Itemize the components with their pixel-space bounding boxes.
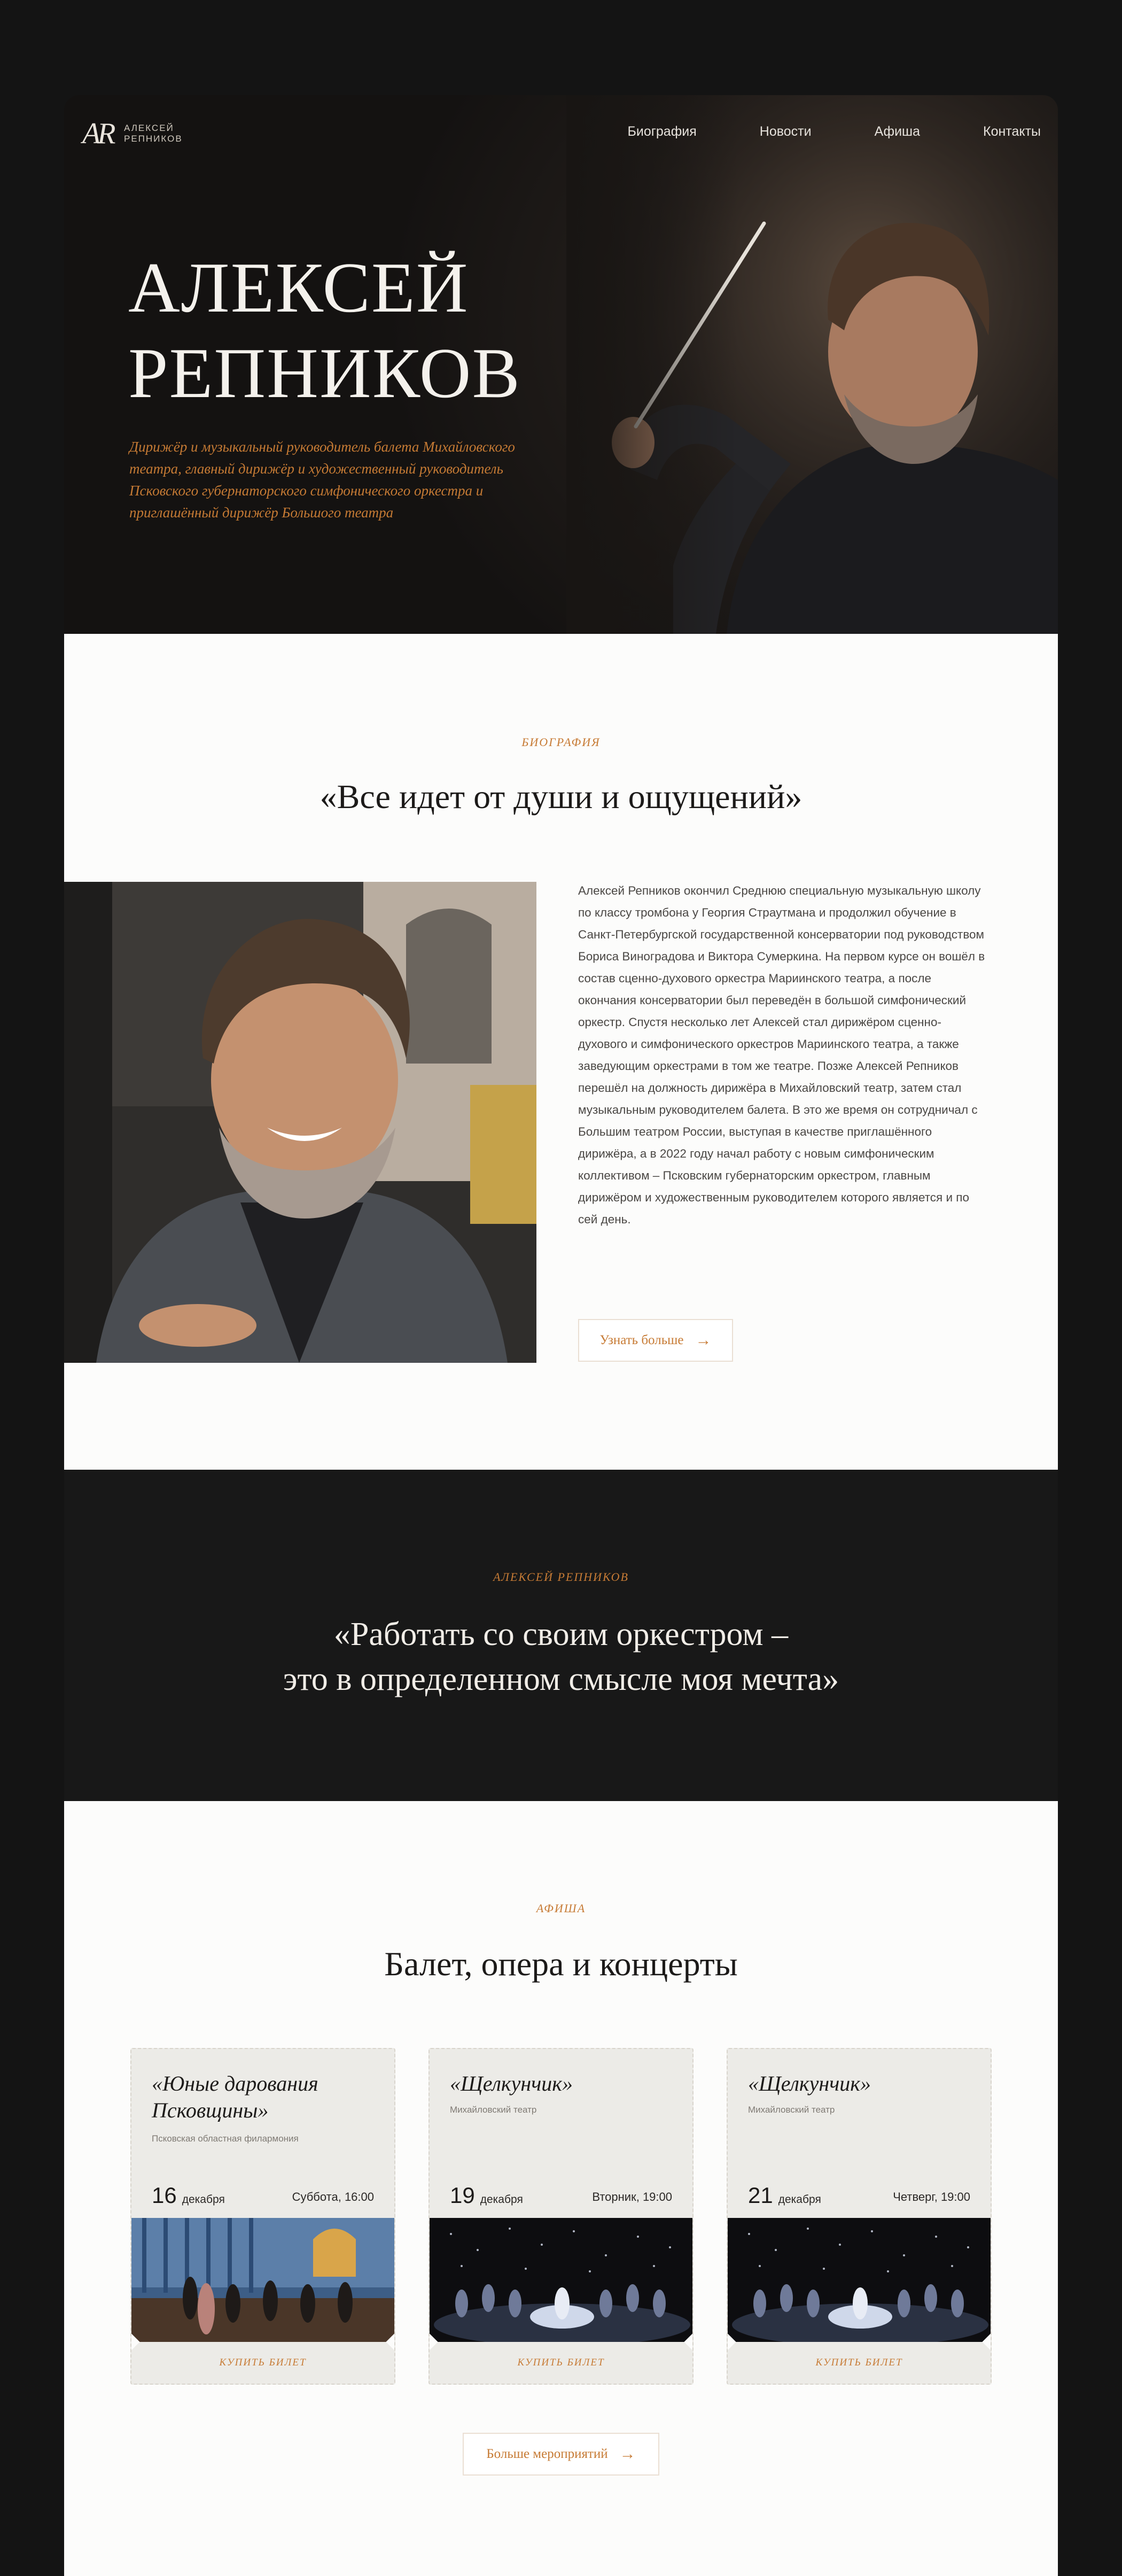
hero-section [64, 95, 1058, 634]
event-day: 21 [748, 2183, 773, 2208]
quote-text [64, 1612, 1058, 1702]
event-venue: Псковская областная филармония [152, 2133, 299, 2144]
main-nav [628, 124, 1041, 139]
more-events-label: Больше мероприятий [486, 2447, 608, 2461]
nav-news[interactable]: Новости [759, 124, 812, 139]
afisha-title: Балет, опера и концерты [384, 1945, 738, 1983]
logo-monogram-icon: AR [82, 117, 113, 150]
event-card[interactable] [428, 2048, 694, 2385]
logo-text-line1: АЛЕКСЕЙ [124, 123, 174, 133]
biography-section [64, 634, 1058, 1470]
quote-line2: это в определенном смысле моя мечта» [283, 1661, 839, 1697]
arrow-right-icon: → [695, 1331, 712, 1349]
event-venue: Михайловский театр [450, 2105, 537, 2115]
learn-more-label: Узнать больше [599, 1333, 684, 1347]
arrow-right-icon: → [619, 2445, 636, 2463]
event-title: «Щелкунчик» [748, 2071, 871, 2096]
quote-kicker: АЛЕКСЕЙ РЕПНИКОВ [493, 1570, 629, 1584]
event-month: декабря [480, 2193, 523, 2206]
more-events-button[interactable] [463, 2433, 659, 2476]
site-logo[interactable] [82, 117, 183, 151]
nav-contacts[interactable]: Контакты [983, 124, 1041, 139]
event-title: «Юные дарования Псковщины» [152, 2071, 318, 2122]
event-time: Вторник, 19:00 [592, 2190, 672, 2203]
event-image-ballet-stage [430, 2218, 694, 2342]
biography-title: «Все идет от души и ощущений» [320, 778, 802, 816]
hero-title-line2: РЕПНИКОВ [128, 333, 521, 413]
quote-section [64, 1470, 1058, 1801]
event-day: 19 [450, 2183, 475, 2208]
event-title: «Щелкунчик» [450, 2071, 573, 2096]
event-date [152, 2183, 225, 2208]
event-image-chamber-concert [131, 2218, 395, 2342]
buy-ticket-button[interactable]: КУПИТЬ БИЛЕТ [815, 2357, 903, 2368]
event-date [450, 2183, 523, 2208]
event-card[interactable] [727, 2048, 992, 2385]
event-date [748, 2183, 821, 2208]
hero-title-line1: АЛЕКСЕЙ [128, 248, 469, 327]
hero-subtitle: Дирижёр и музыкальный руководитель балета Михайловского театра, главный дирижёр и художественный руководитель Псковского губернаторского симфонического оркестра и приглашённый дирижёр Большого театра [129, 439, 515, 521]
buy-ticket-button[interactable]: КУПИТЬ БИЛЕТ [219, 2357, 307, 2368]
event-venue: Михайловский театр [748, 2105, 835, 2115]
afisha-section [64, 1801, 1058, 2576]
event-time: Суббота, 16:00 [292, 2190, 374, 2203]
event-time: Четверг, 19:00 [893, 2190, 970, 2203]
learn-more-button[interactable] [578, 1319, 733, 1362]
buy-ticket-button[interactable]: КУПИТЬ БИЛЕТ [517, 2357, 605, 2368]
afisha-kicker: АФИША [536, 1902, 586, 1915]
event-month: декабря [778, 2193, 821, 2206]
quote-line1: «Работать со своим оркестром – [333, 1616, 789, 1652]
conductor-photo [566, 95, 1058, 634]
event-month: декабря [182, 2193, 225, 2206]
logo-text-line2: РЕПНИКОВ [124, 134, 183, 144]
event-card[interactable] [130, 2048, 395, 2385]
nav-biography[interactable]: Биография [627, 124, 697, 139]
hero-title [128, 245, 521, 416]
biography-text: Алексей Репников окончил Среднюю специальную музыкальную школу по классу тромбона у Георгия Страутмана и продолжил обучение в Санкт-Петербургской государственной консерватории под руководством Бориса Виноградова и Виктора Сумеркина. На первом курсе он вошёл в состав сценно-духового оркестра Мариинского театра, а после окончания консерватории был переведён в большой симфонический оркестр. Спустя несколько лет Алексей стал дирижёром сценно-духового и симфонического оркестров Мариинского театра, а также заведующим оркестрами в том же театре. Позже Алексей Репников перешёл на должность дирижёра в Михайловский театр, затем стал музыкальным руководителем балета. В это же время он сотрудничал с Большим театром России, выступая в качестве приглашённого дирижёра, а в 2022 году начал работу с новым симфоническим коллективом – Псковским губернаторским оркестром, главным дирижёром и художественным руководителем которого является и по сей день. [578, 884, 985, 1226]
event-image-ballet-stage [728, 2218, 992, 2342]
portrait-photo [64, 882, 536, 1363]
event-day: 16 [152, 2183, 177, 2208]
nav-afisha[interactable]: Афиша [874, 124, 921, 139]
biography-kicker: БИОГРАФИЯ [521, 735, 601, 749]
